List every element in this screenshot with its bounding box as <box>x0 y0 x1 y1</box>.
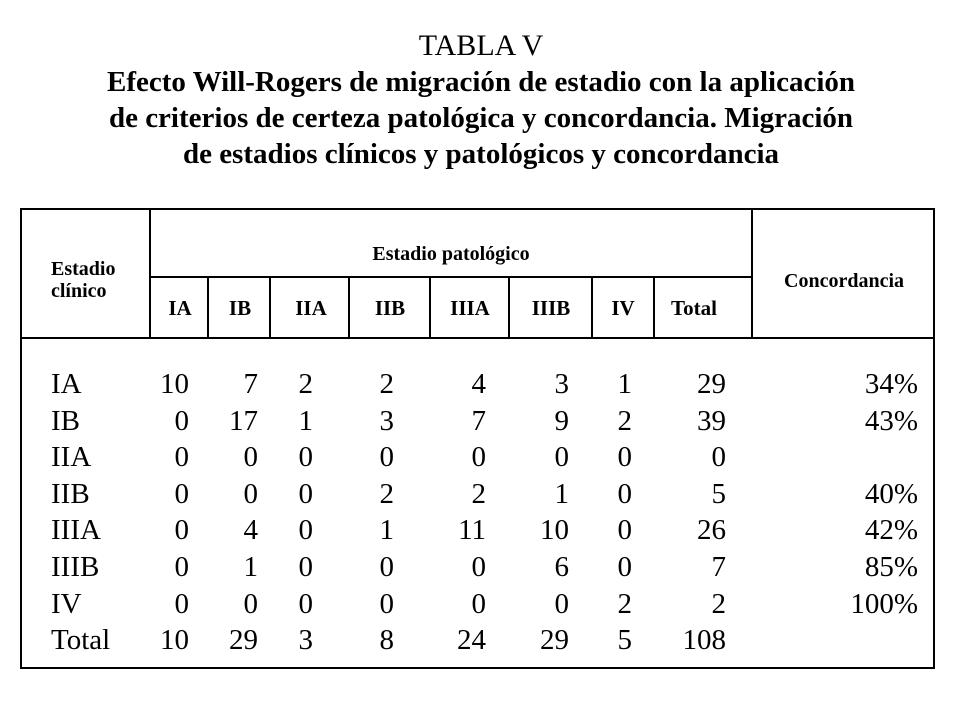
table-title-line: de estadios clínicos y patológicos y concordancia <box>182 138 780 170</box>
row-header <box>51 258 115 302</box>
table-label: TABLA V <box>418 29 544 62</box>
concordance-cell: 34% <box>864 368 918 400</box>
count-cell: 0 <box>174 551 189 583</box>
column-header: IIB <box>374 296 406 320</box>
header-divider <box>22 337 935 339</box>
row-total-cell: 29 <box>697 368 726 400</box>
count-cell: 0 <box>379 587 394 620</box>
column-header: IB <box>228 296 252 320</box>
count-cell: 10 <box>160 368 189 400</box>
column-header: IA <box>168 296 192 320</box>
row-label: IIA <box>51 441 92 474</box>
count-cell: 1 <box>243 551 258 583</box>
count-cell: 6 <box>554 551 569 583</box>
count-cell: 0 <box>174 404 189 437</box>
count-cell: 11 <box>458 514 486 547</box>
count-cell: 17 <box>229 404 258 437</box>
row-label: IIB <box>51 477 90 510</box>
table-row <box>22 549 937 585</box>
count-cell: 8 <box>379 624 394 657</box>
column-header: IIIA <box>450 296 490 320</box>
count-cell: 3 <box>298 624 313 657</box>
concordance-cell: 42% <box>864 514 918 547</box>
count-cell: 0 <box>617 441 632 474</box>
row-total-cell: 26 <box>697 514 726 547</box>
count-cell: 0 <box>379 551 394 583</box>
table-title <box>0 64 962 172</box>
count-cell: 0 <box>471 441 486 474</box>
table-row <box>22 622 937 658</box>
count-cell: 29 <box>540 624 569 657</box>
count-cell: 0 <box>471 551 486 583</box>
data-table <box>20 208 935 669</box>
count-cell: 0 <box>298 441 313 474</box>
count-cell: 10 <box>540 514 569 547</box>
count-cell: 0 <box>298 514 313 547</box>
row-label: IIIA <box>51 514 101 547</box>
concordance-cell: 43% <box>864 404 918 437</box>
table-title-line: de criterios de certeza patológica y concordancia. Migración <box>108 102 854 134</box>
count-cell: 0 <box>554 587 569 620</box>
count-cell: 24 <box>457 624 486 657</box>
table-row <box>22 512 937 548</box>
concordance-header: Concordancia <box>784 270 904 292</box>
group-header-divider <box>149 276 753 278</box>
count-cell: 0 <box>243 587 258 620</box>
count-cell: 0 <box>298 551 313 583</box>
row-total-cell: 2 <box>711 587 726 620</box>
count-cell: 0 <box>298 587 313 620</box>
row-total-cell: 0 <box>711 441 726 474</box>
column-header: IIA <box>295 296 327 320</box>
count-cell: 0 <box>554 441 569 474</box>
concordance-cell: 100% <box>850 587 918 620</box>
row-header-line: clínico <box>51 280 107 302</box>
count-cell: 0 <box>243 477 258 510</box>
row-header-line: Estadio <box>51 258 116 280</box>
row-label: IA <box>51 368 82 400</box>
count-cell: 0 <box>617 477 632 510</box>
table-row <box>22 366 937 402</box>
count-cell: 7 <box>243 368 258 400</box>
count-cell: 2 <box>298 368 313 400</box>
count-cell: 4 <box>471 368 486 400</box>
count-cell: 1 <box>379 514 394 547</box>
column-header: IV <box>611 296 635 320</box>
count-cell: 3 <box>379 404 394 437</box>
row-total-cell: 108 <box>682 624 726 657</box>
row-total-cell: 7 <box>711 551 726 583</box>
row-label: IV <box>51 587 82 620</box>
count-cell: 0 <box>617 551 632 583</box>
count-cell: 2 <box>617 587 632 620</box>
column-header: Total <box>671 296 717 320</box>
count-cell: 29 <box>229 624 258 657</box>
count-cell: 1 <box>617 368 632 400</box>
count-cell: 1 <box>298 404 313 437</box>
concordance-cell: 85% <box>864 551 918 583</box>
count-cell: 1 <box>554 477 569 510</box>
row-label: IB <box>51 404 80 437</box>
group-header: Estadio patológico <box>372 243 530 265</box>
count-cell: 4 <box>243 514 258 547</box>
concordance-cell: 40% <box>864 477 918 510</box>
count-cell: 0 <box>379 441 394 474</box>
column-header: IIIB <box>531 296 571 320</box>
count-cell: 2 <box>617 404 632 437</box>
count-cell: 0 <box>243 441 258 474</box>
count-cell: 0 <box>617 514 632 547</box>
table-row <box>22 586 937 622</box>
table-row <box>22 476 937 512</box>
count-cell: 2 <box>379 477 394 510</box>
count-cell: 9 <box>554 404 569 437</box>
count-cell: 0 <box>174 441 189 474</box>
table-title-line: Efecto Will-Rogers de migración de estadio con la aplicación <box>106 66 856 98</box>
count-cell: 0 <box>174 477 189 510</box>
count-cell: 0 <box>471 587 486 620</box>
count-cell: 2 <box>471 477 486 510</box>
count-cell: 0 <box>174 514 189 547</box>
row-label: Total <box>51 624 111 657</box>
table-row <box>22 439 937 475</box>
count-cell: 3 <box>554 368 569 400</box>
row-label: IIIB <box>51 551 100 583</box>
count-cell: 10 <box>160 624 189 657</box>
table-row <box>22 403 937 439</box>
count-cell: 7 <box>471 404 486 437</box>
count-cell: 5 <box>617 624 632 657</box>
count-cell: 0 <box>298 477 313 510</box>
row-total-cell: 5 <box>711 477 726 510</box>
count-cell: 0 <box>174 587 189 620</box>
row-total-cell: 39 <box>697 404 726 437</box>
count-cell: 2 <box>379 368 394 400</box>
